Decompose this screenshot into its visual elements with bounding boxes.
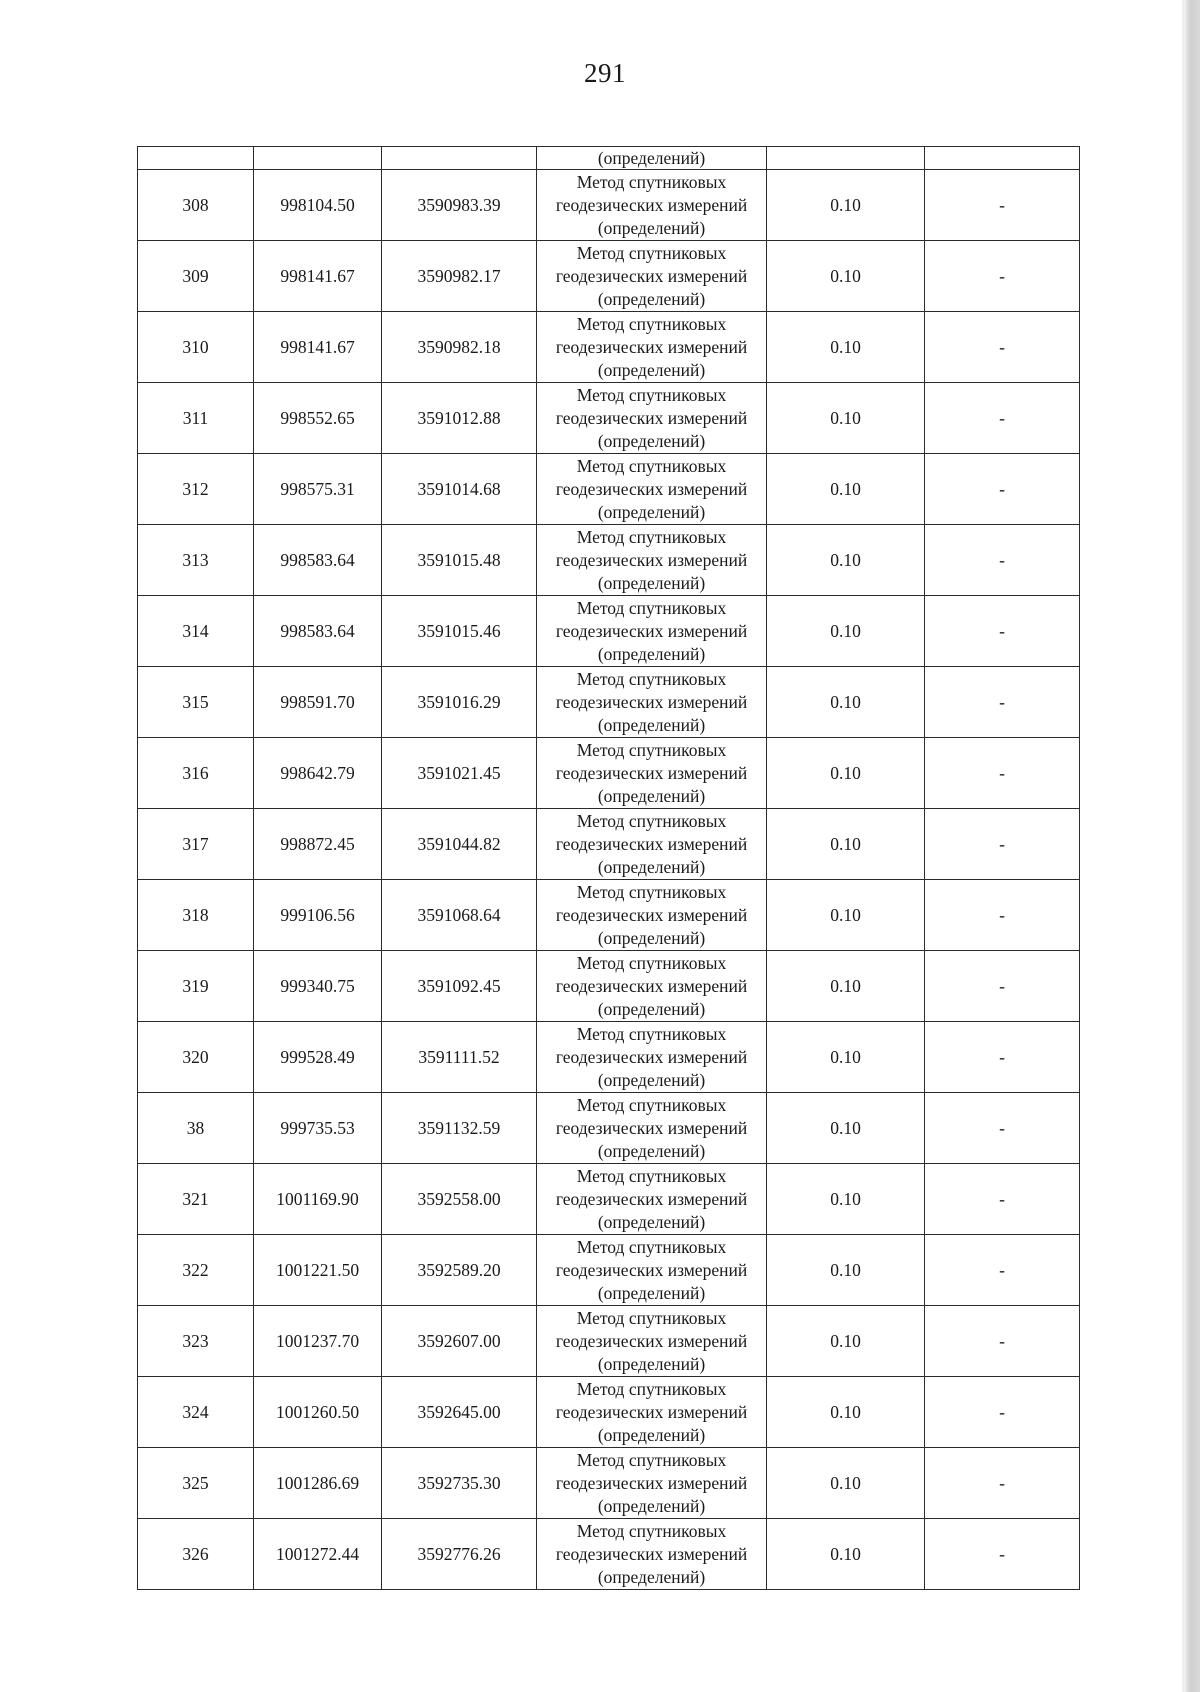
table-row bbox=[138, 1519, 1080, 1590]
cell-note: - bbox=[925, 525, 1080, 596]
cell-accuracy: 0.10 bbox=[767, 241, 925, 312]
cell-accuracy: 0.10 bbox=[767, 1306, 925, 1377]
cell-method bbox=[537, 1235, 767, 1306]
method-text-line: Метод спутниковых bbox=[576, 384, 727, 405]
scan-edge-shadow bbox=[1186, 0, 1200, 1692]
cell-x-coordinate: 1001260.50 bbox=[254, 1377, 382, 1448]
cell-note: - bbox=[925, 1022, 1080, 1093]
cell-note: - bbox=[925, 1519, 1080, 1590]
cell-method bbox=[537, 951, 767, 1022]
cell-accuracy: 0.10 bbox=[767, 1164, 925, 1235]
cell-note: - bbox=[925, 667, 1080, 738]
cell-method bbox=[537, 1164, 767, 1235]
cell-note: - bbox=[925, 1235, 1080, 1306]
method-text-line: Метод спутниковых bbox=[576, 1094, 727, 1115]
cell-point-number: 311 bbox=[138, 383, 254, 454]
method-text-line: (определений) bbox=[597, 430, 706, 451]
cell-x-coordinate: 1001221.50 bbox=[254, 1235, 382, 1306]
table-row bbox=[138, 880, 1080, 951]
cell-y-coordinate: 3591111.52 bbox=[382, 1022, 537, 1093]
method-text-line: Метод спутниковых bbox=[576, 810, 727, 831]
method-text-line: геодезических измерений bbox=[555, 1472, 748, 1493]
cell-point-number: 325 bbox=[138, 1448, 254, 1519]
table-row bbox=[138, 525, 1080, 596]
cell-accuracy: 0.10 bbox=[767, 1448, 925, 1519]
method-text-line: Метод спутниковых bbox=[576, 526, 727, 547]
cell-x-coordinate: 998141.67 bbox=[254, 312, 382, 383]
cell-y-coordinate: 3591044.82 bbox=[382, 809, 537, 880]
cell-accuracy: 0.10 bbox=[767, 383, 925, 454]
cell-note: - bbox=[925, 454, 1080, 525]
method-text-line: геодезических измерений bbox=[555, 336, 748, 357]
method-text-line: (определений) bbox=[597, 288, 706, 309]
cell-y-coordinate: 3590982.17 bbox=[382, 241, 537, 312]
table-row bbox=[138, 738, 1080, 809]
method-text-line: Метод спутниковых bbox=[576, 313, 727, 334]
method-text-line: (определений) bbox=[597, 1566, 706, 1587]
method-text-line: (определений) bbox=[597, 998, 706, 1019]
method-text-line: (определений) bbox=[597, 217, 706, 238]
cell-point-number: 321 bbox=[138, 1164, 254, 1235]
cell-accuracy: 0.10 bbox=[767, 1519, 925, 1590]
cell-note: - bbox=[925, 312, 1080, 383]
method-text-line: Метод спутниковых bbox=[576, 1023, 727, 1044]
cell-method bbox=[537, 241, 767, 312]
cell-note: - bbox=[925, 809, 1080, 880]
method-text-line: (определений) bbox=[597, 501, 706, 522]
cell-x-coordinate: 999106.56 bbox=[254, 880, 382, 951]
method-text-line: геодезических измерений bbox=[555, 194, 748, 215]
cell-method bbox=[537, 170, 767, 241]
continuation-cell-y bbox=[382, 147, 537, 170]
method-text-line: (определений) bbox=[597, 1353, 706, 1374]
cell-y-coordinate: 3591015.46 bbox=[382, 596, 537, 667]
cell-accuracy: 0.10 bbox=[767, 170, 925, 241]
cell-point-number: 326 bbox=[138, 1519, 254, 1590]
cell-x-coordinate: 998552.65 bbox=[254, 383, 382, 454]
cell-y-coordinate: 3591021.45 bbox=[382, 738, 537, 809]
method-text-line: Метод спутниковых bbox=[576, 668, 727, 689]
method-text-line: Метод спутниковых bbox=[576, 1378, 727, 1399]
cell-note: - bbox=[925, 1377, 1080, 1448]
cell-y-coordinate: 3591092.45 bbox=[382, 951, 537, 1022]
cell-method bbox=[537, 525, 767, 596]
method-text-line: Метод спутниковых bbox=[576, 455, 727, 476]
cell-y-coordinate: 3590982.18 bbox=[382, 312, 537, 383]
cell-method bbox=[537, 1448, 767, 1519]
method-text-line: геодезических измерений bbox=[555, 407, 748, 428]
continuation-cell-point bbox=[138, 147, 254, 170]
table-row bbox=[138, 596, 1080, 667]
table-row bbox=[138, 312, 1080, 383]
method-text-line: Метод спутниковых bbox=[576, 1165, 727, 1186]
cell-accuracy: 0.10 bbox=[767, 1377, 925, 1448]
method-text-line: Метод спутниковых bbox=[576, 171, 727, 192]
cell-x-coordinate: 1001237.70 bbox=[254, 1306, 382, 1377]
page-number: 291 bbox=[584, 58, 626, 88]
cell-y-coordinate: 3591012.88 bbox=[382, 383, 537, 454]
method-text-line: геодезических измерений bbox=[555, 833, 748, 854]
method-text-line: (определений) bbox=[597, 714, 706, 735]
cell-y-coordinate: 3591014.68 bbox=[382, 454, 537, 525]
method-text-line: Метод спутниковых bbox=[576, 1449, 727, 1470]
cell-accuracy: 0.10 bbox=[767, 312, 925, 383]
cell-point-number: 318 bbox=[138, 880, 254, 951]
cell-method bbox=[537, 383, 767, 454]
method-text-line: (определений) bbox=[597, 1211, 706, 1232]
method-text-line: (определений) bbox=[597, 1140, 706, 1161]
method-text-line: геодезических измерений bbox=[555, 1117, 748, 1138]
cell-note: - bbox=[925, 241, 1080, 312]
cell-accuracy: 0.10 bbox=[767, 1235, 925, 1306]
cell-x-coordinate: 998583.64 bbox=[254, 525, 382, 596]
method-text-line: (определений) bbox=[597, 1282, 706, 1303]
cell-method bbox=[537, 1022, 767, 1093]
cell-accuracy: 0.10 bbox=[767, 809, 925, 880]
coordinates-table bbox=[137, 146, 1080, 1590]
cell-point-number: 324 bbox=[138, 1377, 254, 1448]
cell-note: - bbox=[925, 1093, 1080, 1164]
method-text-line: Метод спутниковых bbox=[576, 1520, 727, 1541]
cell-y-coordinate: 3591016.29 bbox=[382, 667, 537, 738]
method-text-line: геодезических измерений bbox=[555, 1046, 748, 1067]
method-text-line: геодезических измерений bbox=[555, 265, 748, 286]
cell-note: - bbox=[925, 1164, 1080, 1235]
method-text-line: геодезических измерений bbox=[555, 691, 748, 712]
table-row bbox=[138, 241, 1080, 312]
table-row bbox=[138, 170, 1080, 241]
cell-x-coordinate: 998642.79 bbox=[254, 738, 382, 809]
cell-point-number: 312 bbox=[138, 454, 254, 525]
continuation-cell-note bbox=[925, 147, 1080, 170]
cell-point-number: 308 bbox=[138, 170, 254, 241]
table-row bbox=[138, 1093, 1080, 1164]
method-text-line: (определений) bbox=[597, 785, 706, 806]
method-text-line: (определений) bbox=[597, 572, 706, 593]
table-row bbox=[138, 1448, 1080, 1519]
cell-y-coordinate: 3590983.39 bbox=[382, 170, 537, 241]
cell-y-coordinate: 3592589.20 bbox=[382, 1235, 537, 1306]
method-text-line: геодезических измерений bbox=[555, 1188, 748, 1209]
cell-y-coordinate: 3592735.30 bbox=[382, 1448, 537, 1519]
table-row bbox=[138, 383, 1080, 454]
cell-x-coordinate: 998591.70 bbox=[254, 667, 382, 738]
cell-x-coordinate: 1001272.44 bbox=[254, 1519, 382, 1590]
method-text-line: геодезических измерений bbox=[555, 549, 748, 570]
method-text-line: геодезических измерений bbox=[555, 1330, 748, 1351]
cell-x-coordinate: 999340.75 bbox=[254, 951, 382, 1022]
cell-x-coordinate: 998583.64 bbox=[254, 596, 382, 667]
cell-note: - bbox=[925, 170, 1080, 241]
cell-x-coordinate: 1001169.90 bbox=[254, 1164, 382, 1235]
method-text-line: Метод спутниковых bbox=[576, 739, 727, 760]
cell-y-coordinate: 3592558.00 bbox=[382, 1164, 537, 1235]
method-text-line: (определений) bbox=[597, 927, 706, 948]
cell-point-number: 315 bbox=[138, 667, 254, 738]
cell-y-coordinate: 3592776.26 bbox=[382, 1519, 537, 1590]
continuation-cell-accuracy bbox=[767, 147, 925, 170]
cell-note: - bbox=[925, 383, 1080, 454]
cell-accuracy: 0.10 bbox=[767, 951, 925, 1022]
cell-accuracy: 0.10 bbox=[767, 454, 925, 525]
cell-y-coordinate: 3591068.64 bbox=[382, 880, 537, 951]
method-text-line: геодезических измерений bbox=[555, 762, 748, 783]
cell-point-number: 309 bbox=[138, 241, 254, 312]
cell-method bbox=[537, 880, 767, 951]
table-row bbox=[138, 951, 1080, 1022]
cell-accuracy: 0.10 bbox=[767, 1093, 925, 1164]
method-text-line: (определений) bbox=[597, 643, 706, 664]
table-row bbox=[138, 454, 1080, 525]
cell-x-coordinate: 1001286.69 bbox=[254, 1448, 382, 1519]
coordinates-table-body bbox=[138, 147, 1080, 1590]
method-text-line: геодезических измерений bbox=[555, 478, 748, 499]
cell-method bbox=[537, 312, 767, 383]
method-text-line: (определений) bbox=[597, 1495, 706, 1516]
cell-y-coordinate: 3591015.48 bbox=[382, 525, 537, 596]
cell-accuracy: 0.10 bbox=[767, 880, 925, 951]
cell-point-number: 317 bbox=[138, 809, 254, 880]
cell-note: - bbox=[925, 738, 1080, 809]
method-text-line: (определений) bbox=[597, 1069, 706, 1090]
cell-note: - bbox=[925, 1448, 1080, 1519]
cell-point-number: 314 bbox=[138, 596, 254, 667]
cell-x-coordinate: 998141.67 bbox=[254, 241, 382, 312]
cell-point-number: 316 bbox=[138, 738, 254, 809]
cell-point-number: 38 bbox=[138, 1093, 254, 1164]
cell-accuracy: 0.10 bbox=[767, 525, 925, 596]
cell-method bbox=[537, 1306, 767, 1377]
cell-point-number: 319 bbox=[138, 951, 254, 1022]
cell-accuracy: 0.10 bbox=[767, 596, 925, 667]
cell-method bbox=[537, 738, 767, 809]
cell-method bbox=[537, 1519, 767, 1590]
method-text-line: геодезических измерений bbox=[555, 1259, 748, 1280]
cell-x-coordinate: 998872.45 bbox=[254, 809, 382, 880]
cell-method bbox=[537, 667, 767, 738]
cell-note: - bbox=[925, 596, 1080, 667]
cell-method bbox=[537, 1093, 767, 1164]
table-row bbox=[138, 1164, 1080, 1235]
table-row bbox=[138, 1306, 1080, 1377]
cell-y-coordinate: 3592645.00 bbox=[382, 1377, 537, 1448]
method-text-line: Метод спутниковых bbox=[576, 597, 727, 618]
table-row bbox=[138, 1377, 1080, 1448]
cell-method bbox=[537, 1377, 767, 1448]
cell-note: - bbox=[925, 951, 1080, 1022]
cell-point-number: 310 bbox=[138, 312, 254, 383]
method-text-line: геодезических измерений bbox=[555, 620, 748, 641]
method-text-line: Метод спутниковых bbox=[576, 952, 727, 973]
method-text-line: геодезических измерений bbox=[555, 904, 748, 925]
table-row bbox=[138, 1235, 1080, 1306]
method-text-line: (определений) bbox=[597, 1424, 706, 1445]
continuation-row bbox=[138, 147, 1080, 170]
cell-accuracy: 0.10 bbox=[767, 738, 925, 809]
cell-method bbox=[537, 596, 767, 667]
cell-x-coordinate: 998575.31 bbox=[254, 454, 382, 525]
table-row bbox=[138, 667, 1080, 738]
method-text-line: Метод спутниковых bbox=[576, 881, 727, 902]
cell-point-number: 320 bbox=[138, 1022, 254, 1093]
continuation-cell-x bbox=[254, 147, 382, 170]
continuation-cell-method: (определений) bbox=[537, 147, 767, 170]
method-text-line: (определений) bbox=[597, 856, 706, 877]
cell-point-number: 323 bbox=[138, 1306, 254, 1377]
table-row bbox=[138, 1022, 1080, 1093]
method-text-line: Метод спутниковых bbox=[576, 1307, 727, 1328]
cell-x-coordinate: 999735.53 bbox=[254, 1093, 382, 1164]
cell-y-coordinate: 3592607.00 bbox=[382, 1306, 537, 1377]
method-text-line: геодезических измерений bbox=[555, 975, 748, 996]
cell-note: - bbox=[925, 1306, 1080, 1377]
cell-x-coordinate: 999528.49 bbox=[254, 1022, 382, 1093]
cell-point-number: 313 bbox=[138, 525, 254, 596]
cell-method bbox=[537, 809, 767, 880]
cell-accuracy: 0.10 bbox=[767, 667, 925, 738]
cell-y-coordinate: 3591132.59 bbox=[382, 1093, 537, 1164]
cell-x-coordinate: 998104.50 bbox=[254, 170, 382, 241]
table-row bbox=[138, 809, 1080, 880]
method-text-line: (определений) bbox=[597, 359, 706, 380]
cell-note: - bbox=[925, 880, 1080, 951]
cell-point-number: 322 bbox=[138, 1235, 254, 1306]
method-text-line: геодезических измерений bbox=[555, 1543, 748, 1564]
cell-accuracy: 0.10 bbox=[767, 1022, 925, 1093]
cell-method bbox=[537, 454, 767, 525]
method-text-line: Метод спутниковых bbox=[576, 242, 727, 263]
method-text-line: Метод спутниковых bbox=[576, 1236, 727, 1257]
method-text-line: геодезических измерений bbox=[555, 1401, 748, 1422]
